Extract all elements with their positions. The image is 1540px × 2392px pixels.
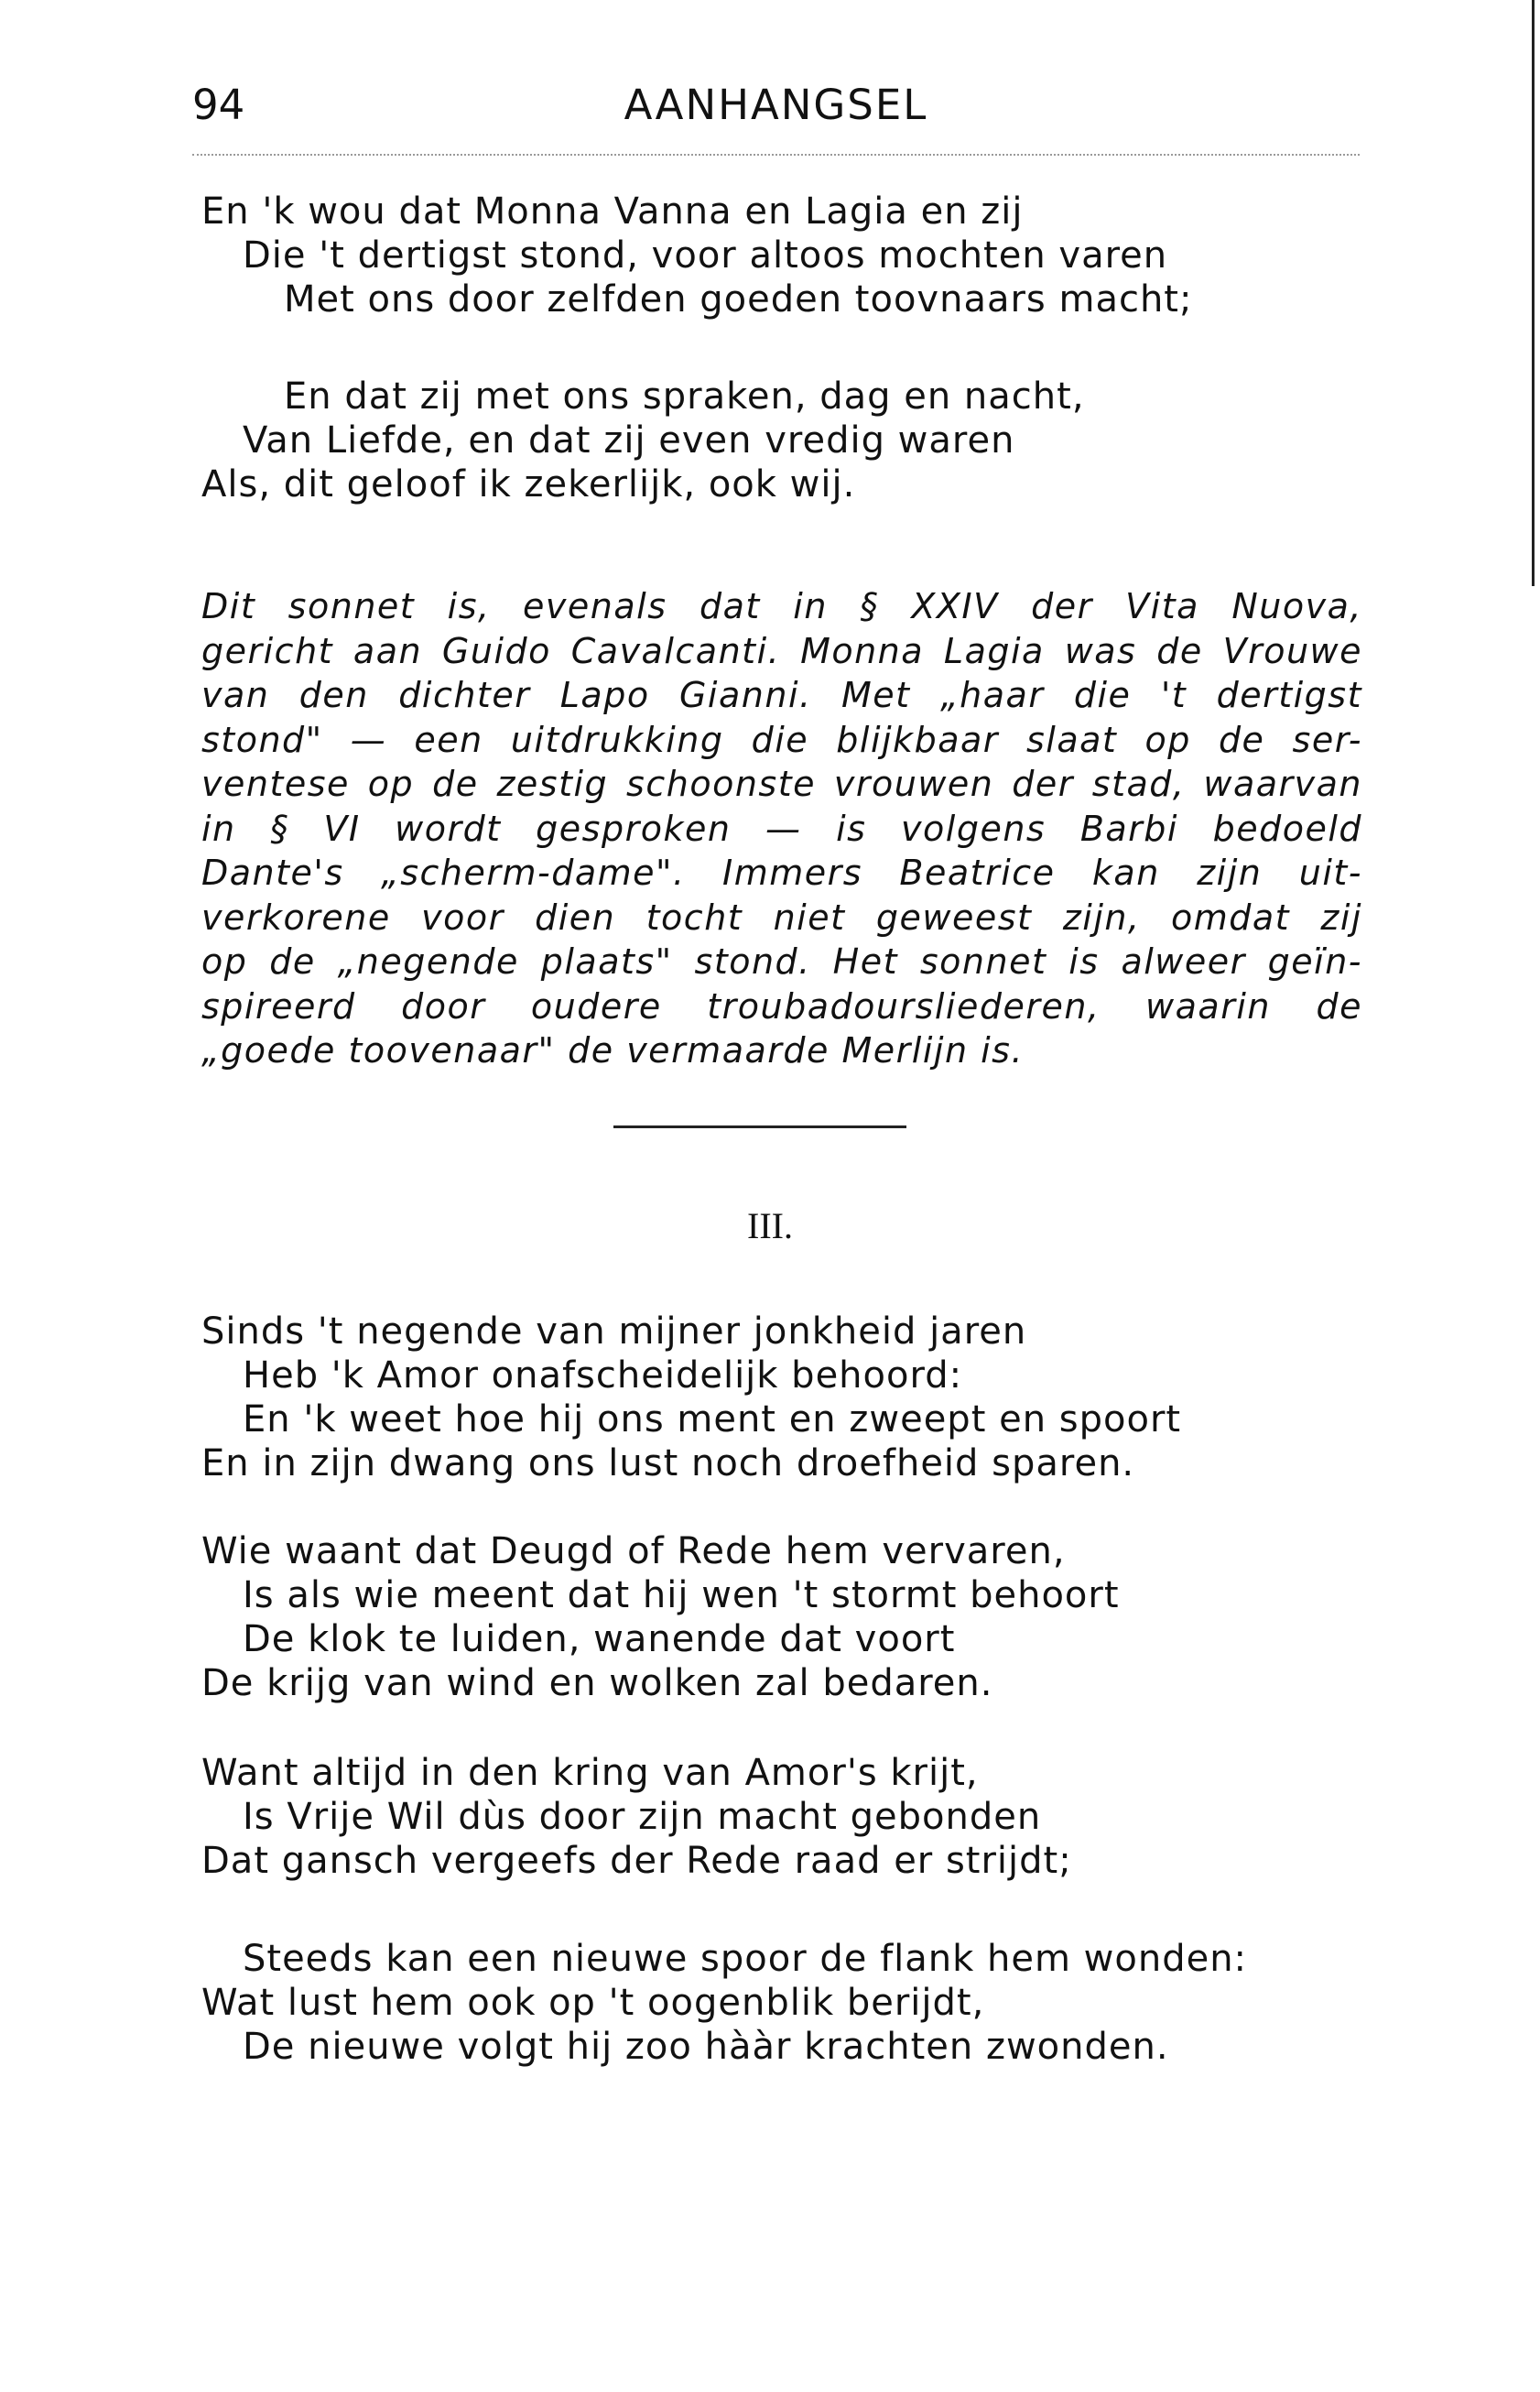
verse-line: Als, dit geloof ik zekerlijk, ook wij. [201,463,856,506]
poem2-stanza4 [201,1937,1373,2069]
commentary-line: Dit sonnet is, evenals dat in § XXIV der Vita Nuova, [201,586,1362,626]
verse-line: Heb 'k Amor onafscheidelijk behoord: [243,1354,963,1397]
page-header [192,81,1360,136]
verse-line: De nieuwe volgt hij zoo hààr krachten zwonden. [243,2026,1169,2068]
verse-line: Is als wie meent dat hij wen 't stormt behoort [243,1574,1120,1616]
verse-line: En in zijn dwang ons lust noch droefheid sparen. [201,1442,1135,1484]
verse-line: De krijg van wind en wolken zal bedaren. [201,1662,993,1704]
verse-line: En dat zij met ons spraken, dag en nacht, [284,375,1085,418]
verse-line: Sinds 't negende van mijner jonkheid jaren [201,1310,1027,1353]
poem1-stanza1 [201,190,1373,321]
verse-line: En 'k wou dat Monna Vanna en Lagia en zij [201,190,1024,233]
commentary-line: ventese op de zestig schoonste vrouwen der stad, waarvan [201,764,1362,804]
section-number: III. [747,1205,793,1246]
poem1-stanza2 [201,375,1373,506]
verse-line: Want altijd in den kring van Amor's krijt, [201,1752,979,1794]
commentary-line: „goede toovenaar" de vermaarde Merlijn is. [201,1030,1025,1071]
commentary-line: Dante's „scherm-dame". Immers Beatrice kan zijn uit- [201,853,1362,893]
commentary-line: verkorene voor dien tocht niet geweest zijn, omdat zij [201,897,1362,938]
poem2-stanza1 [201,1310,1373,1485]
verse-line: Van Liefde, en dat zij even vredig waren [243,419,1015,462]
verse-line: Die 't dertigst stond, voor altoos mochten varen [243,234,1168,277]
running-head: AANHANGSEL [624,81,928,129]
verse-line: Steeds kan een nieuwe spoor de flank hem wonden: [243,1938,1248,1980]
poem2-stanza3 [201,1751,1373,1883]
commentary-line: gericht aan Guido Cavalcanti. Monna Lagia was de Vrouwe [201,630,1362,671]
commentary-line: stond" — een uitdrukking die blijkbaar slaat op de ser- [201,719,1362,760]
page-number: 94 [192,81,245,129]
verse-line: Wie waant dat Deugd of Rede hem vervaren, [201,1530,1066,1572]
commentary-line: in § VI wordt gesproken — is volgens Barbi bedoeld [201,808,1362,849]
verse-line: En 'k weet hoe hij ons ment en zweept en spoort [243,1398,1182,1441]
commentary-line: van den dichter Lapo Gianni. Met „haar die 't dertigst [201,675,1362,715]
commentary-line: spireerd door oudere troubadoursliederen, waarin de [201,985,1362,1027]
commentary-line: op de „negende plaats" stond. Het sonnet is alweer geïn- [201,941,1362,982]
section-divider [613,1125,906,1128]
verse-line: Wat lust hem ook op 't oogenblik berijdt, [201,1982,985,2024]
verse-line: Is Vrije Wil dùs door zijn macht gebonden [243,1796,1042,1838]
poem2-stanza2 [201,1529,1373,1705]
verse-line: Dat gansch vergeefs der Rede raad er strijdt; [201,1840,1072,1882]
verse-line: Met ons door zelfden goeden toovnaars macht; [284,278,1193,321]
commentary-paragraph [201,584,1362,1073]
verse-line: De klok te luiden, wanende dat voort [243,1618,956,1660]
header-dotted-rule [192,154,1360,156]
scan-edge-mark [1532,0,1535,586]
